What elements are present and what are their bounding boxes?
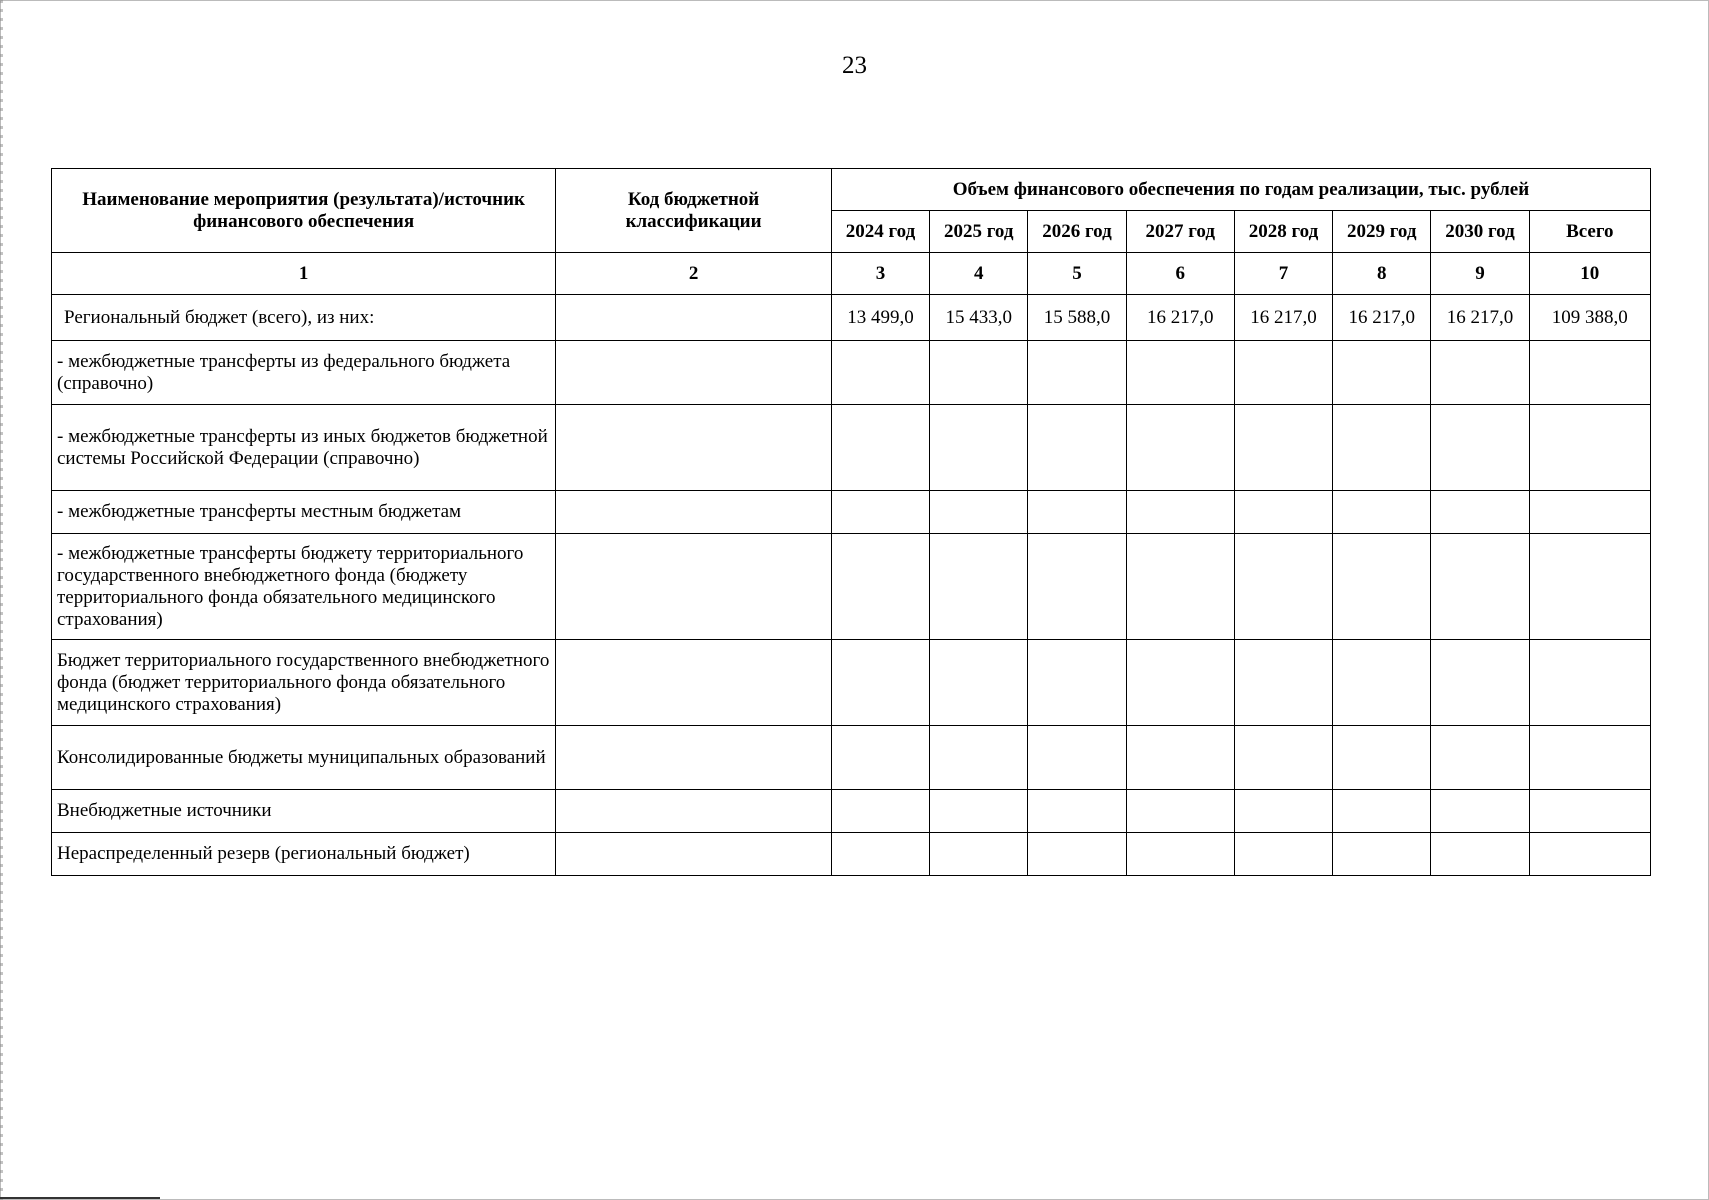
row-value [1333,491,1431,534]
table-row [52,790,1651,833]
row-value [1431,341,1529,405]
row-total [1529,534,1650,640]
row-code [556,491,832,534]
row-total [1529,341,1650,405]
row-value: 15 433,0 [930,295,1028,341]
row-value [1234,640,1332,726]
row-value [1234,405,1332,491]
row-name: Бюджет территориального государственного внебюджетного фонда (бюджет территориального фонда обязательного медицинского страхования) [52,640,556,726]
row-value [1431,790,1529,833]
column-number: 2 [556,253,832,295]
row-code [556,295,832,341]
column-number: 4 [930,253,1028,295]
row-value [1126,726,1234,790]
header-year: 2025 год [930,211,1028,253]
header-name-column: Наименование мероприятия (результата)/источник финансового обеспечения [52,169,556,253]
row-name: - межбюджетные трансферты местным бюджетам [52,491,556,534]
row-value: 16 217,0 [1333,295,1431,341]
row-code [556,833,832,876]
row-name: Консолидированные бюджеты муниципальных образований [52,726,556,790]
row-name: - межбюджетные трансферты из федерального бюджета (справочно) [52,341,556,405]
table-row [52,341,1651,405]
row-value [831,341,929,405]
row-value [831,534,929,640]
row-value [1126,341,1234,405]
table-row [52,726,1651,790]
row-value [1126,534,1234,640]
row-value [1431,405,1529,491]
row-value [1431,726,1529,790]
header-year: 2029 год [1333,211,1431,253]
row-value [930,833,1028,876]
row-value [1028,405,1126,491]
header-volume-group: Объем финансового обеспечения по годам реализации, тыс. рублей [831,169,1650,211]
column-number: 3 [831,253,929,295]
row-code [556,726,832,790]
row-name: - межбюджетные трансферты бюджету территориального государственного внебюджетного фонда (бюджету территориального фонда обязательного медицинского страхования) [52,534,556,640]
row-code [556,405,832,491]
row-value [1431,833,1529,876]
row-total: 109 388,0 [1529,295,1650,341]
row-value [1333,726,1431,790]
row-value [1234,491,1332,534]
column-number: 8 [1333,253,1431,295]
table-row [52,534,1651,640]
row-code [556,790,832,833]
row-value [831,491,929,534]
row-total [1529,491,1650,534]
row-value [1028,491,1126,534]
header-year: 2024 год [831,211,929,253]
table-row [52,405,1651,491]
row-name: Региональный бюджет (всего), из них: [52,295,556,341]
row-total [1529,726,1650,790]
row-value [930,790,1028,833]
row-value [1126,833,1234,876]
row-value [1126,640,1234,726]
column-number: 7 [1234,253,1332,295]
scan-edge-mark [0,0,3,1200]
row-value [1028,640,1126,726]
header-total: Всего [1529,211,1650,253]
row-value [831,790,929,833]
header-year: 2030 год [1431,211,1529,253]
row-value [1333,341,1431,405]
row-value [930,726,1028,790]
row-value [1126,790,1234,833]
table-row [52,295,1651,341]
row-value [1234,726,1332,790]
column-number: 5 [1028,253,1126,295]
row-value: 16 217,0 [1431,295,1529,341]
row-value [1333,833,1431,876]
row-value [1333,640,1431,726]
page-number: 23 [842,52,867,79]
row-value [930,341,1028,405]
row-value [1234,790,1332,833]
header-year: 2027 год [1126,211,1234,253]
row-code [556,640,832,726]
row-value [1234,534,1332,640]
table-row [52,491,1651,534]
row-value [1333,534,1431,640]
row-value [1028,790,1126,833]
column-number: 6 [1126,253,1234,295]
row-value [930,534,1028,640]
row-value [831,640,929,726]
row-value: 16 217,0 [1234,295,1332,341]
row-value [1234,341,1332,405]
row-name: Нераспределенный резерв (региональный бюджет) [52,833,556,876]
row-value [1431,491,1529,534]
row-value: 15 588,0 [1028,295,1126,341]
header-year: 2028 год [1234,211,1332,253]
row-value [1234,833,1332,876]
row-total [1529,833,1650,876]
row-value [1028,341,1126,405]
row-value: 13 499,0 [831,295,929,341]
header-code-column: Код бюджетной классификации [556,169,832,253]
row-code [556,341,832,405]
row-value [831,726,929,790]
row-value [1126,491,1234,534]
row-value: 16 217,0 [1126,295,1234,341]
row-total [1529,790,1650,833]
column-number: 1 [52,253,556,295]
row-value [1126,405,1234,491]
row-value [1431,534,1529,640]
header-year: 2026 год [1028,211,1126,253]
table-row [52,640,1651,726]
row-value [930,491,1028,534]
row-value [930,405,1028,491]
row-value [1333,790,1431,833]
row-value [1028,726,1126,790]
row-value [1028,833,1126,876]
row-value [831,833,929,876]
scan-bottom-mark [0,1197,160,1199]
row-value [1028,534,1126,640]
table-row [52,833,1651,876]
financing-table [51,168,1651,876]
row-total [1529,405,1650,491]
column-number: 10 [1529,253,1650,295]
column-number: 9 [1431,253,1529,295]
row-value [1333,405,1431,491]
row-value [831,405,929,491]
row-name: - межбюджетные трансферты из иных бюджетов бюджетной системы Российской Федерации (справочно) [52,405,556,491]
row-name: Внебюджетные источники [52,790,556,833]
row-total [1529,640,1650,726]
row-code [556,534,832,640]
row-value [930,640,1028,726]
row-value [1431,640,1529,726]
